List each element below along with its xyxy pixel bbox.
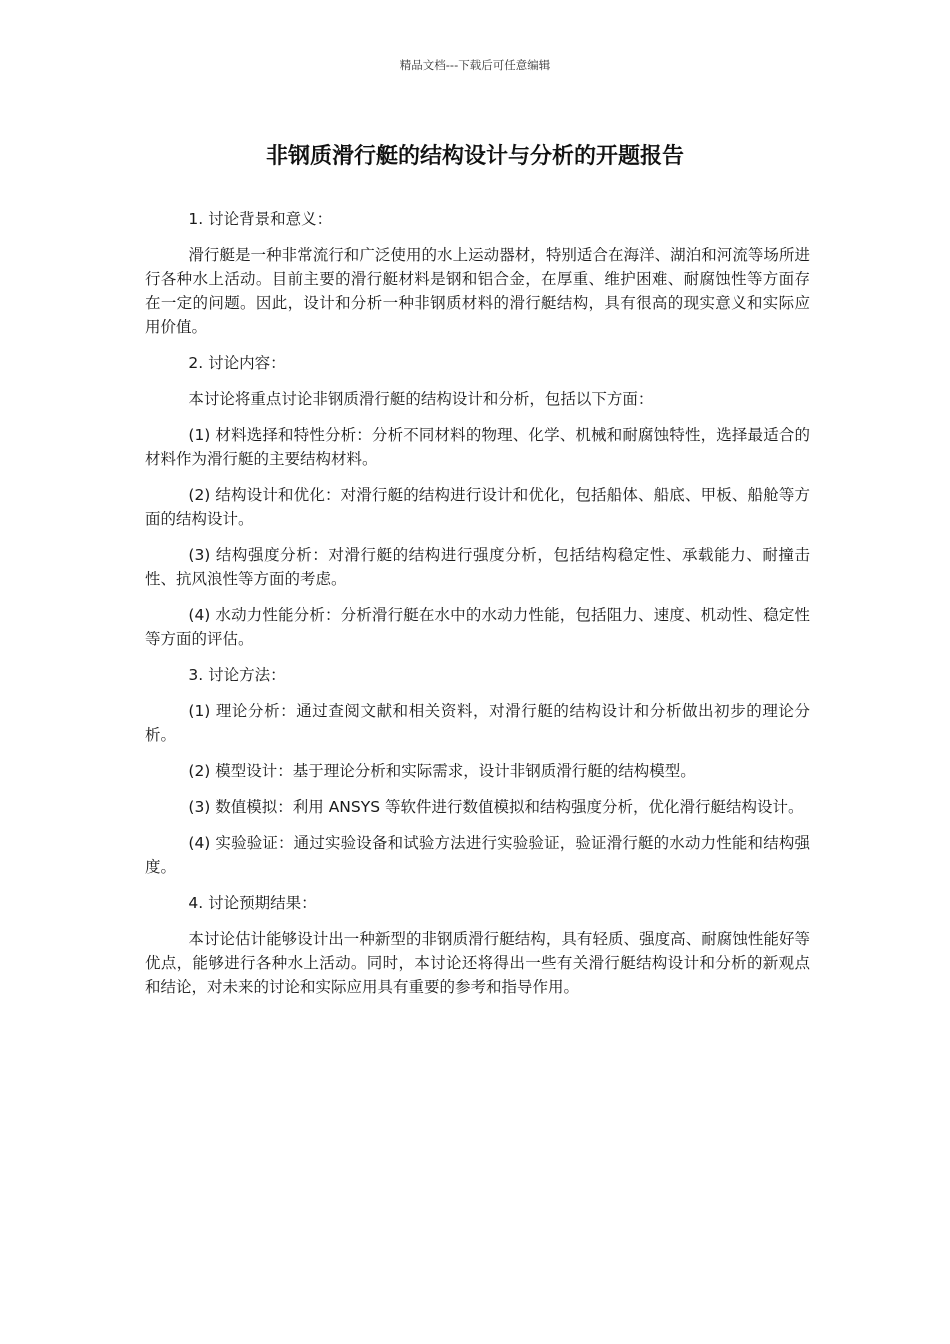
section-heading-methods: 3. 讨论方法： — [188, 666, 286, 684]
section-heading-expected-results: 4. 讨论预期结果： — [188, 894, 317, 912]
list-item-strength-analysis: (3) 结构强度分析：对滑行艇的结构进行强度分析，包括结构稳定性、承载能力、耐撞击性、抗风浪性等方面的考虑。 — [145, 546, 810, 588]
list-item-experiment-validation: (4) 实验验证：通过实验设备和试验方法进行实验验证，验证滑行艇的水动力性能和结构强度。 — [145, 834, 810, 876]
list-item-hydrodynamic-analysis: (4) 水动力性能分析：分析滑行艇在水中的水动力性能，包括阻力、速度、机动性、稳定性等方面的评估。 — [145, 606, 810, 648]
list-item-model-design: (2) 模型设计：基于理论分析和实际需求，设计非钢质滑行艇的结构模型。 — [188, 762, 696, 780]
paragraph-background: 滑行艇是一种非常流行和广泛使用的水上运动器材，特别适合在海洋、湖泊和河流等场所进行各种水上活动。目前主要的滑行艇材料是钢和铝合金，在厚重、维护困难、耐腐蚀性等方面存在一定的问题。因此，设计和分析一种非钢质材料的滑行艇结构，具有很高的现实意义和实际应用价值。 — [145, 246, 810, 336]
page-header: 精品文档---下载后可任意编辑 — [399, 58, 551, 72]
list-item-numerical-simulation: (3) 数值模拟：利用 ANSYS 等软件进行数值模拟和结构强度分析，优化滑行艇结构设计。 — [188, 798, 804, 816]
list-item-material-selection: (1) 材料选择和特性分析：分析不同材料的物理、化学、机械和耐腐蚀特性，选择最适合的材料作为滑行艇的主要结构材料。 — [145, 426, 810, 468]
section-heading-content: 2. 讨论内容： — [188, 354, 286, 372]
document-body — [145, 207, 810, 1011]
list-item-theory-analysis: (1) 理论分析：通过查阅文献和相关资料，对滑行艇的结构设计和分析做出初步的理论分析。 — [145, 702, 810, 744]
paragraph-expected-results: 本讨论估计能够设计出一种新型的非钢质滑行艇结构，具有轻质、强度高、耐腐蚀性能好等优点，能够进行各种水上活动。同时，本讨论还将得出一些有关滑行艇结构设计和分析的新观点和结论，对未来的讨论和实际应用具有重要的参考和指导作用。 — [145, 930, 810, 996]
document-title: 非钢质滑行艇的结构设计与分析的开题报告 — [265, 144, 684, 169]
list-item-structure-design: (2) 结构设计和优化：对滑行艇的结构进行设计和优化，包括船体、船底、甲板、船舱等方面的结构设计。 — [145, 486, 810, 528]
section-heading-background: 1. 讨论背景和意义： — [188, 210, 333, 228]
paragraph-content-intro: 本讨论将重点讨论非钢质滑行艇的结构设计和分析，包括以下方面： — [188, 390, 654, 408]
